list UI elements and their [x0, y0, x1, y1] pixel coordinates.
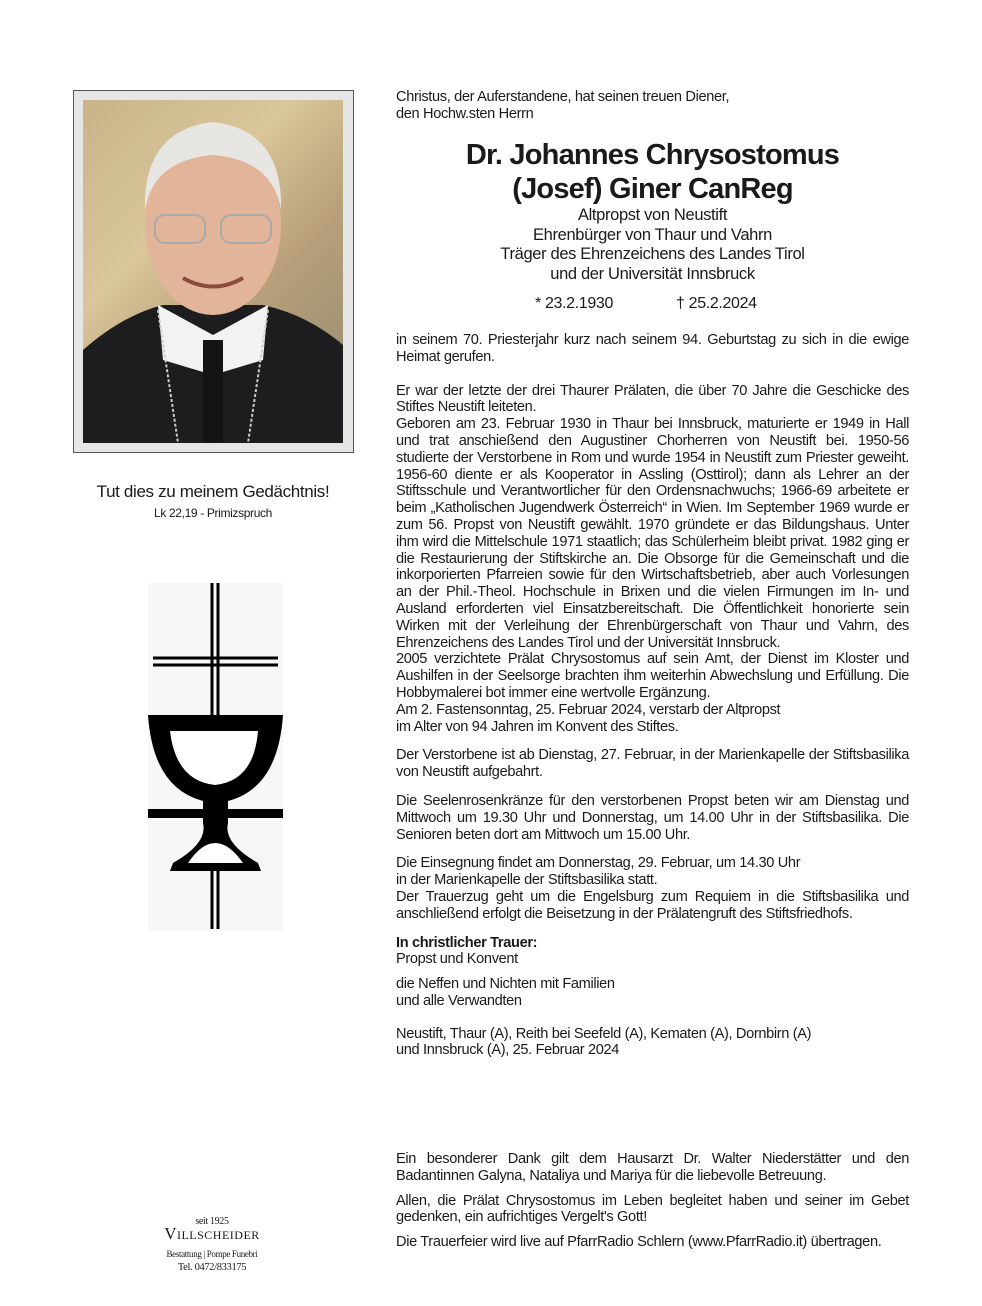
paragraph: Der Trauerzug geht um die Engelsburg zum Requiem in die Stiftsbasilika und anschließend erfolgt die Beisetzung in der Prälatengruft des Stiftsfriedhofs. [396, 888, 909, 922]
death-date: † 25.2.2024 [676, 295, 757, 312]
thanks-paragraph: Allen, die Prälat Chrysostomus im Leben begleitet haben und seiner im Gebet gedenken, ein aufrichtiges Vergelt's Gott! [396, 1192, 909, 1226]
places-line: Neustift, Thaur (A), Reith bei Seefeld (A), Kematen (A), Dornbirn (A) [396, 1025, 812, 1042]
undertaker-tagline: Bestattung | Pompe Funebri [166, 1249, 258, 1259]
undertaker-phone: Tel. 0472/833175 [177, 1262, 247, 1273]
intro-line: Christus, der Auferstandene, hat seinen treuen Diener, [396, 89, 730, 105]
quote: Tut dies zu meinem Gedächtnis! [96, 482, 330, 501]
intro [396, 89, 729, 123]
titles [396, 206, 909, 284]
deceased-name [396, 138, 909, 206]
mourner: die Neffen und Nichten mit Familien [396, 976, 615, 993]
paragraph: Die Seelenrosenkränze für den verstorbenen Propst beten wir am Dienstag und Mittwoch um 19.30 Uhr und Donnerstag, um 14.00 Uhr in der Stiftsbasilika. Die Senioren beten dort am Mittwoch um 15.00 Uhr. [396, 792, 909, 843]
paragraph: Am 2. Fastensonntag, 25. Februar 2024, verstarb der Altpropst [396, 701, 781, 718]
body-text [396, 332, 909, 1059]
paragraph: Er war der letzte der drei Thaurer Prälaten, die über 70 Jahre die Geschicke des Stiftes Neustift leiteten. [396, 382, 909, 416]
name-line: Dr. Johannes Chrysostomus [465, 139, 840, 171]
mourner: Propst und Konvent [396, 951, 518, 968]
undertaker-since: seit 1925 [195, 1216, 229, 1227]
title-line: Träger des Ehrenzeichens des Landes Tirol [500, 245, 805, 263]
name-line: (Josef) Giner CanReg [512, 173, 793, 205]
undertaker-name: Villscheider [164, 1224, 260, 1243]
paragraph: Geboren am 23. Februar 1930 in Thaur bei Innsbruck, maturierte er 1949 in Hall und trat anschießend den Augustiner Chorherren von Neustift bei. 1950-56 studierte der Verstorbene in Rom und wurde 1954 in Neustift zum Priester geweiht. 1956-60 diente er als Kooperator in Assling (Osttirol); dann als Lehrer an der Stiftsschule und Verantwortlicher für den Ordensnachwuchs; 1966-69 arbeitete er beim „Katholischen Jugendwerk Österreich“ in Wien. Im September 1969 wurde er zum 56. Propst von Neustift gewählt. 1970 gründete er das Bildungshaus. Unter ihm wird die Mittelschule 1971 staatlich; das Schülerheim bleibt privat. 1982 ging er die Restaurierung der Stiftskirche an. Die Obsorge für die Gemeinschaft und die inkorporierten Pfarreien sowie für den Wirtschaftsbetrieb, aber auch Vorlesungen an der Phil.-Theol. Hochschule in Brixen und die vielen Firmungen im In- und Ausland erforderten viel Einsatzbereitschaft. Die Öffentlichkeit honorierte sein Wirken mit der Verleihung der Ehrenbürgerschaft von Thaur und Vahrn, des Ehrenzeichens des Landes Tirol und der Universität Innsbruck. [396, 416, 909, 651]
paragraph: in seinem 70. Priesterjahr kurz nach seinem 94. Geburtstag zu sich in die ewige Heimat gerufen. [396, 332, 909, 365]
photo-frame [73, 90, 354, 453]
intro-line: den Hochw.sten Herrn [396, 105, 534, 122]
thanks-text [396, 1151, 909, 1251]
paragraph: im Alter von 94 Jahren im Konvent des Stiftes. [396, 718, 679, 735]
paragraph: 2005 verzichtete Prälat Chrysostomus auf sein Amt, der Dienst im Kloster und Aushilfen in der Seelsorge brachten ihm weiterhin Abwechslung und Erfüllung. Die Hobbymalerei bot immer eine wertvolle Ergänzung. [396, 651, 909, 701]
title-line: Altpropst von Neustift [577, 206, 728, 224]
title-line: Ehrenbürger von Thaur und Vahrn [533, 225, 772, 244]
mourner: und alle Verwandten [396, 992, 522, 1009]
places-line: und Innsbruck (A), 25. Februar 2024 [396, 1042, 620, 1059]
paragraph: Der Verstorbene ist ab Dienstag, 27. Februar, in der Marienkapelle der Stiftsbasilika von Neustift aufgebahrt. [396, 747, 909, 781]
thanks-paragraph: Ein besonderer Dank gilt dem Hausarzt Dr. Walter Niederstätter und den Badantinnen Galyna, Nataliya und Mariya für die liebevolle Betreuung. [396, 1151, 909, 1184]
portrait-photo [83, 100, 343, 443]
birth-date: * 23.2.1930 [535, 295, 614, 312]
chalice-cross-icon [148, 583, 283, 931]
title-line: und der Universität Innsbruck [550, 264, 755, 283]
quote-source: Lk 22,19 - Primizspruch [154, 506, 272, 520]
paragraph: in der Marienkapelle der Stiftsbasilika statt. [396, 872, 658, 889]
thanks-paragraph: Die Trauerfeier wird live auf PfarrRadio Schlern (www.PfarrRadio.it) übertragen. [396, 1234, 882, 1251]
mourners-heading: In christlicher Trauer: [396, 934, 538, 951]
paragraph: Die Einsegnung findet am Donnerstag, 29. Februar, um 14.30 Uhr [396, 855, 801, 872]
